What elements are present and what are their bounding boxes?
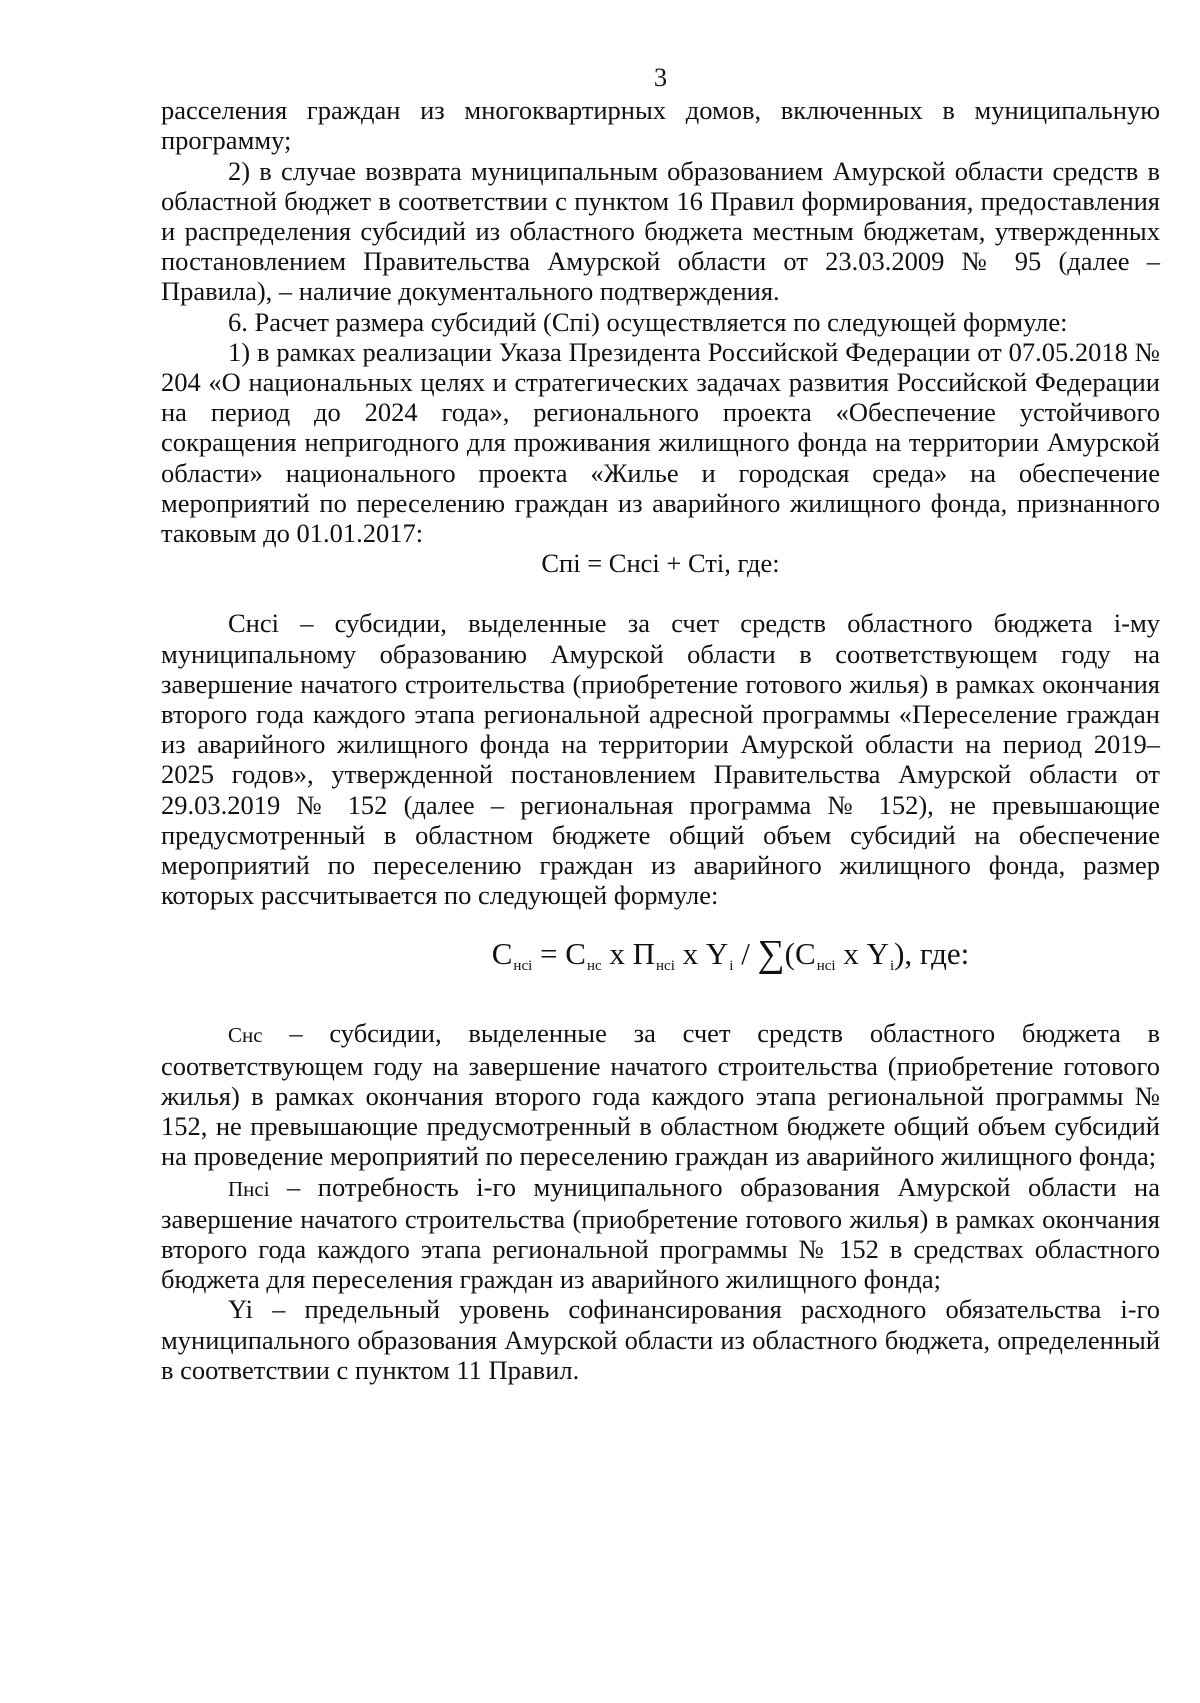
formula-subscript: нсi xyxy=(816,958,836,975)
formula-operator: х xyxy=(601,936,633,972)
sum-sign: ∑ xyxy=(757,933,785,976)
formula-term: Y xyxy=(866,936,889,972)
paragraph-cnc-definition xyxy=(161,1018,1160,1171)
symbol-pnci: Пнсi xyxy=(228,1176,270,1201)
formula-term: С xyxy=(491,936,513,972)
paragraph-item-2: 2) в случае возврата муниципальным образованием Амурской области средств в областной бюджет в соответствии с пунктом 16 Правил формирования, предоставления и распределения субсидий из областного бюджета местным бюджетам, утвержденных постановлением Правительства Амурской области от 23.03.2009 № 95 (далее – Правила), – наличие документального подтверждения. xyxy=(161,155,1160,307)
formula-term: Y xyxy=(705,936,729,972)
paragraph-cnc-text: – субсидии, выделенные за счет средств областного бюджета в соответствующем году на завершение начатого строительства (приобретение готового жилья) в рамках окончания второго года каждого этапа региональной программы № 152, не превышающие предусмотренный в областном бюджете общий объем субсидий на проведение мероприятий по переселению граждан из аварийного жилищного фонда; xyxy=(161,1018,1160,1172)
paragraph-pnci-definition xyxy=(161,1172,1160,1295)
paragraph-section-6: 6. Расчет размера субсидий (Спi) осуществляется по следующей формуле: xyxy=(228,306,1068,337)
formula-tail: ), где: xyxy=(894,936,970,972)
page-content xyxy=(161,62,1160,1385)
page-number: 3 xyxy=(653,62,668,92)
formula-subscript: нсi xyxy=(513,958,533,975)
formula-operator: / xyxy=(733,936,758,972)
symbol-cnc: Снс xyxy=(228,1023,263,1048)
formula-operator: = xyxy=(532,936,566,972)
formula-term: С xyxy=(565,936,586,972)
formula-subscript: i xyxy=(729,958,734,975)
formula-cnci xyxy=(161,933,1160,984)
formula-subscript: нс xyxy=(586,958,602,975)
paragraph-yi-definition: Yi – предельный уровень софинансирования расходного обязательства i-го муниципального образования Амурской области из областного бюджета, определенный в соответствии с пунктом 11 Правил. xyxy=(161,1294,1160,1385)
formula-operator: х xyxy=(835,936,867,972)
paragraph-item-1: 1) в рамках реализации Указа Президента Российской Федерации от 07.05.2018 № 204 «О национальных целях и стратегических задачах развития Российской Федерации на период до 2024 года», регионального проекта «Обеспечение устойчивого сокращения непригодного для проживания жилищного фонда на территории Амурской области» национального проекта «Жилье и городская среда» на обеспечение мероприятий по переселению граждан из аварийного жилищного фонда, признанного таковым до 01.01.2017: xyxy=(161,336,1160,549)
formula-operator: х xyxy=(674,936,706,972)
paragraph-pnci-text: – потребность i-го муниципального образования Амурской области на завершение начатого строительства (приобретение готового жилья) в рамках окончания второго года каждого этапа региональной программы № 152 в средствах областного бюджета для переселения граждан из аварийного жилищного фонда; xyxy=(161,1171,1160,1295)
formula-term: С xyxy=(795,936,816,972)
formula-term: П xyxy=(632,936,656,972)
formula-paren: ( xyxy=(784,936,795,972)
formula-spi: Спi = Снсi + Стi, где: xyxy=(541,548,780,579)
formula-subscript: нсi xyxy=(656,958,675,975)
formula-subscript: i xyxy=(889,958,895,975)
paragraph-continuation: расселения граждан из многоквартирных домов, включенных в муниципальную программу; xyxy=(161,95,1160,156)
paragraph-cnci-definition: Снсi – субсидии, выделенные за счет средств областного бюджета i-му муниципальному образованию Амурской области в соответствующем году на завершение начатого строительства (приобретение готового жилья) в рамках окончания второго года каждого этапа региональной адресной программы «Переселение граждан из аварийного жилищного фонда на территории Амурской области на период 2019–2025 годов», утвержденной постановлением Правительства Амурской области от 29.03.2019 № 152 (далее – региональная программа № 152), не превышающие предусмотренный в областном бюджете общий объем субсидий на обеспечение мероприятий по переселению граждан из аварийного жилищного фонда, размер которых рассчитывается по следующей формуле: xyxy=(161,608,1160,911)
